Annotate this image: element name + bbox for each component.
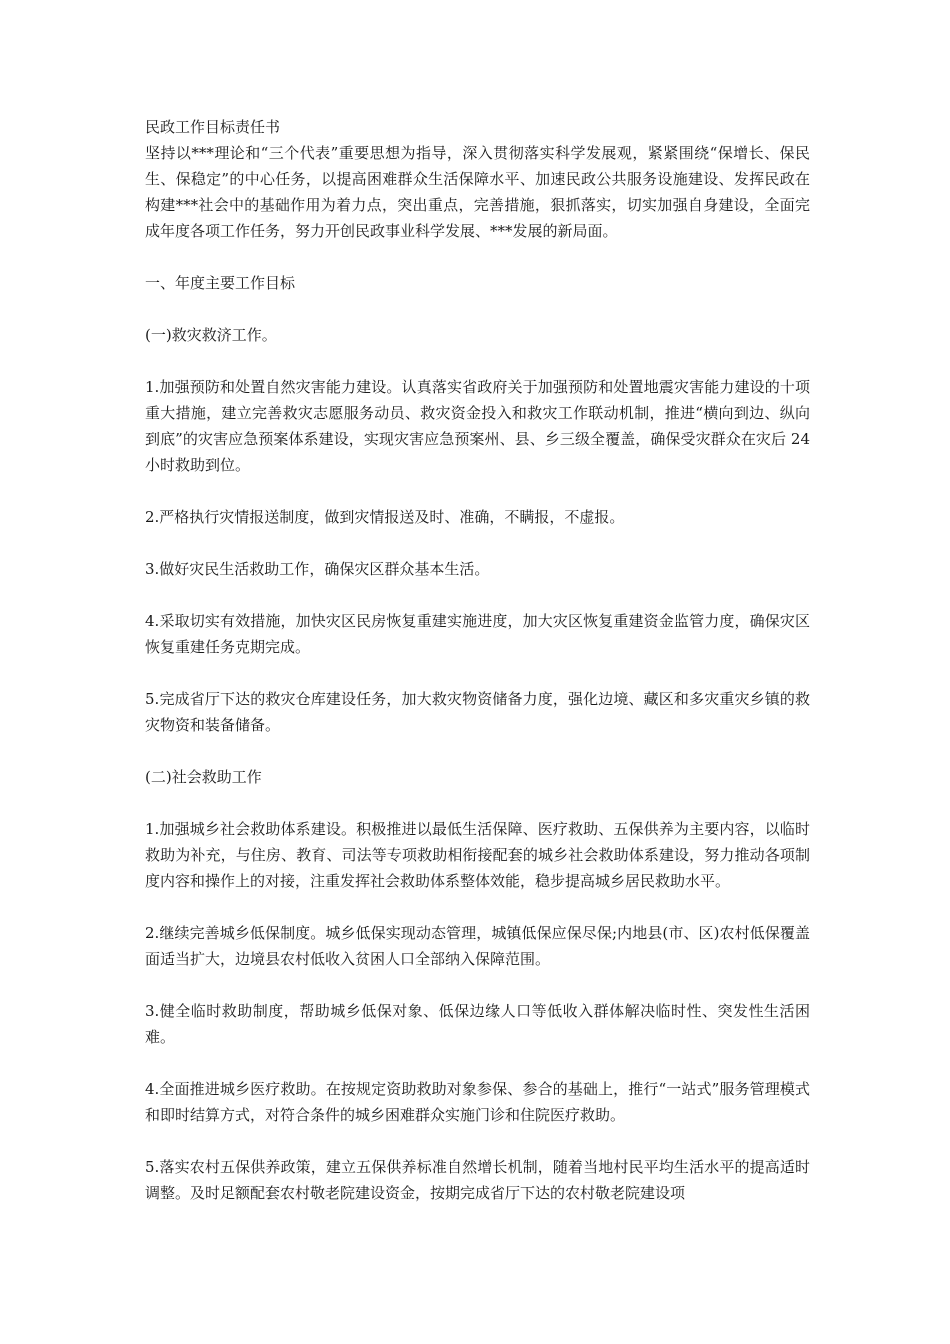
assistance-item-4: 4.全面推进城乡医疗救助。在按规定资助救助对象参保、参合的基础上，推行“一站式”服务管理模式和即时结算方式，对符合条件的城乡困难群众实施门诊和住院医疗救助。 [145, 1080, 810, 1124]
disaster-item-3: 3.做好灾民生活救助工作，确保灾区群众基本生活。 [145, 560, 490, 578]
intro-paragraph: 坚持以***理论和“三个代表”重要思想为指导，深入贯彻落实科学发展观，紧紧围绕“保增长、保民生、保稳定”的中心任务，以提高困难群众生活保障水平、加速民政公共服务设施建设、发挥民政在构建***社会中的基础作用为着力点，突出重点，完善措施，狠抓落实，切实加强自身建设，全面完成年度各项工作任务，努力开创民政事业科学发展、***发展的新局面。 [145, 144, 810, 240]
subsection-heading-disaster-relief: (一)救灾救济工作。 [145, 326, 277, 344]
document-page [145, 114, 810, 1206]
disaster-item-4: 4.采取切实有效措施，加快灾区民房恢复重建实施进度，加大灾区恢复重建资金监管力度，确保灾区恢复重建任务克期完成。 [145, 612, 810, 656]
subsection-heading-social-assistance: (二)社会救助工作 [145, 768, 262, 786]
assistance-item-5: 5.落实农村五保供养政策，建立五保供养标准自然增长机制，随着当地村民平均生活水平的提高适时调整。及时足额配套农村敬老院建设资金，按期完成省厅下达的农村敬老院建设项 [145, 1158, 810, 1202]
document-title: 民政工作目标责任书 [145, 118, 281, 136]
assistance-item-1: 1.加强城乡社会救助体系建设。积极推进以最低生活保障、医疗救助、五保供养为主要内容，以临时救助为补充，与住房、教育、司法等专项救助相衔接配套的城乡社会救助体系建设，努力推动各项制度内容和操作上的对接，注重发挥社会救助体系整体效能，稳步提高城乡居民救助水平。 [145, 820, 810, 890]
assistance-item-2: 2.继续完善城乡低保制度。城乡低保实现动态管理，城镇低保应保尽保;内地县(市、区)农村低保覆盖面适当扩大，边境县农村低收入贫困人口全部纳入保障范围。 [145, 924, 810, 968]
disaster-item-1: 1.加强预防和处置自然灾害能力建设。认真落实省政府关于加强预防和处置地震灾害能力建设的十项重大措施，建立完善救灾志愿服务动员、救灾资金投入和救灾工作联动机制，推进“横向到边、纵向到底”的灾害应急预案体系建设，实现灾害应急预案州、县、乡三级全覆盖，确保受灾群众在灾后 24 小时救助到位。 [145, 378, 810, 474]
disaster-item-5: 5.完成省厅下达的救灾仓库建设任务，加大救灾物资储备力度，强化边境、藏区和多灾重灾乡镇的救灾物资和装备储备。 [145, 690, 810, 734]
disaster-item-2: 2.严格执行灾情报送制度，做到灾情报送及时、准确，不瞒报，不虚报。 [145, 508, 625, 526]
assistance-item-3: 3.健全临时救助制度，帮助城乡低保对象、低保边缘人口等低收入群体解决临时性、突发性生活困难。 [145, 1002, 810, 1046]
section-heading-goals: 一、年度主要工作目标 [145, 274, 296, 292]
